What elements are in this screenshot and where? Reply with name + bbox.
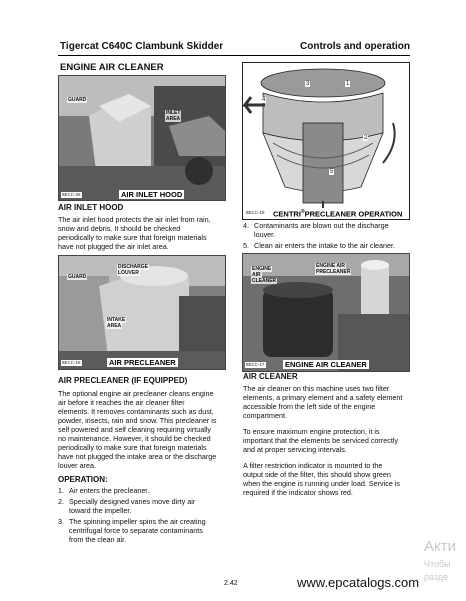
text-line: output side of the filter, this should show green bbox=[243, 470, 391, 479]
text-line: periodically to make sure that foreign materials bbox=[58, 443, 207, 452]
air-cleaner-heading: AIR CLEANER bbox=[243, 372, 298, 381]
text-line: snow and debris. It should be checked bbox=[58, 224, 181, 233]
guard-label: GUARD bbox=[68, 274, 87, 280]
step-text: Clean air enters the intake to the air cleaner. bbox=[254, 241, 396, 250]
operation-steps-continued bbox=[243, 221, 418, 252]
text-line: have not plugged the intake area or the discharge bbox=[58, 452, 217, 461]
text-line: powder, insects, rain and snow. This precleaner is bbox=[58, 416, 217, 425]
text-line: and at proper servicing intervals. bbox=[243, 445, 347, 454]
guard-label: GUARD bbox=[68, 97, 87, 103]
text-line: self powered and self cleaning requiring virtually bbox=[58, 425, 212, 434]
step-text: Contaminants are blown out the discharge bbox=[254, 221, 389, 230]
text-line: elements, a primary element and a safety element bbox=[243, 393, 403, 402]
figure-caption: ENGINE AIR CLEANER bbox=[285, 360, 367, 369]
air-precleaner-illustration bbox=[59, 256, 225, 369]
figure-number: 8ECC-19 bbox=[246, 210, 265, 215]
section-header: Controls and operation bbox=[300, 41, 410, 52]
activation-watermark-title: Акти bbox=[424, 538, 456, 555]
text-line: A filter restriction indicator is mounted to the bbox=[243, 461, 383, 470]
operation-heading: OPERATION: bbox=[58, 475, 108, 484]
registered-mark: ® bbox=[300, 209, 305, 215]
step-number: 2. bbox=[58, 497, 64, 506]
air-precleaner-heading: AIR PRECLEANER (IF EQUIPPED) bbox=[58, 376, 188, 385]
intake-label: INTAKE bbox=[107, 317, 126, 323]
text-line: The air cleaner on this machine uses two filter bbox=[243, 384, 390, 393]
text-line: periodically to make sure that foreign materials bbox=[58, 233, 207, 242]
step-item bbox=[243, 221, 418, 239]
callout-2: 2 bbox=[364, 135, 368, 141]
engine-air-label: ENGINE AIR bbox=[316, 263, 345, 269]
precleaner-cutaway-illustration bbox=[243, 63, 409, 219]
step-item bbox=[58, 486, 233, 495]
text-line: compartment. bbox=[243, 411, 287, 420]
step-item bbox=[243, 241, 418, 250]
header-rule bbox=[58, 55, 410, 56]
step-text: centrifugal force to separate contaminants bbox=[69, 526, 203, 535]
air-cleaner-paragraph-1 bbox=[243, 384, 402, 420]
text-line: The optional engine air precleaner cleans engine bbox=[58, 389, 214, 398]
callout-4: 4 bbox=[262, 97, 266, 103]
air-precleaner-text bbox=[58, 389, 216, 470]
engine-air-cleaner-photo bbox=[242, 253, 410, 372]
text-line: required if the indicator shows red. bbox=[243, 488, 353, 497]
air-cleaner-paragraph-2 bbox=[243, 427, 398, 454]
callout-5: 5 bbox=[330, 169, 334, 175]
activation-watermark-line: разде bbox=[424, 572, 449, 582]
callout-1: 1 bbox=[346, 81, 350, 87]
louver-label: LOUVER bbox=[118, 270, 139, 276]
precleaner-operation-diagram bbox=[242, 62, 410, 220]
step-item bbox=[58, 497, 233, 515]
figure-caption: AIR PRECLEANER bbox=[109, 358, 176, 367]
air-precleaner-photo bbox=[58, 255, 226, 370]
text-line: louver area. bbox=[58, 461, 96, 470]
cleaner-label: CLEANER bbox=[252, 278, 277, 284]
precleaner-label: PRECLEANER bbox=[316, 269, 351, 275]
step-text: from the clean air. bbox=[69, 535, 127, 544]
step-text: The spinning impeller spins the air creating bbox=[69, 517, 206, 526]
caption-text-rest: PRECLEANER OPERATION bbox=[304, 209, 403, 219]
text-line: To ensure maximum engine protection, it is bbox=[243, 427, 380, 436]
text-line: when the engine is running under load. Service is bbox=[243, 479, 401, 488]
activation-watermark-line: Чтобы bbox=[424, 559, 451, 569]
air-cleaner-paragraph-3 bbox=[243, 461, 400, 497]
text-line: important that the elements be serviced correctly bbox=[243, 436, 399, 445]
text-line: have not plugged the air inlet area. bbox=[58, 242, 169, 251]
figure-number: 8ECC-26 bbox=[62, 192, 81, 197]
figure-caption bbox=[271, 208, 404, 219]
discharge-label: DISCHARGE bbox=[118, 264, 149, 270]
air-inlet-hood-photo bbox=[58, 75, 226, 201]
step-number: 4. bbox=[243, 221, 249, 230]
area-label: AREA bbox=[107, 323, 122, 329]
figure-number: 8ECC-16 bbox=[62, 360, 81, 365]
text-line: air before it reaches the air cleaner filter bbox=[58, 398, 185, 407]
text-line: elements. It removes contaminants such as dust, bbox=[58, 407, 214, 416]
figure-caption: AIR INLET HOOD bbox=[121, 190, 183, 199]
step-item bbox=[58, 517, 233, 544]
step-number: 1. bbox=[58, 486, 64, 495]
air-inlet-hood-heading: AIR INLET HOOD bbox=[58, 203, 124, 212]
step-text: louver. bbox=[254, 230, 276, 239]
section-title: ENGINE AIR CLEANER bbox=[60, 62, 164, 73]
engine-label: ENGINE bbox=[252, 266, 272, 272]
step-number: 5. bbox=[243, 241, 249, 250]
step-text: Air enters the precleaner. bbox=[69, 486, 150, 495]
step-number: 3. bbox=[58, 517, 64, 526]
air-label: AIR bbox=[252, 272, 261, 278]
figure-number: 8ECC-17 bbox=[246, 362, 265, 367]
website-link[interactable]: www.epcatalogs.com bbox=[297, 575, 420, 590]
callout-3: 3 bbox=[306, 81, 310, 87]
page-number: 2.42 bbox=[224, 580, 238, 587]
inlet-label: INLET bbox=[166, 110, 181, 116]
text-line: accessible from the left side of the engine bbox=[243, 402, 376, 411]
area-label: AREA bbox=[166, 116, 181, 122]
air-inlet-hood-illustration bbox=[59, 76, 225, 200]
text-line: The air inlet hood protects the air inlet from rain, bbox=[58, 215, 211, 224]
caption-text: CENTRI bbox=[273, 209, 301, 219]
doc-title: Tigercat C640C Clambunk Skidder bbox=[60, 41, 224, 52]
step-text: toward the impeller. bbox=[69, 506, 132, 515]
air-inlet-hood-text bbox=[58, 215, 211, 251]
operation-steps bbox=[58, 486, 233, 546]
text-line: no maintenance. However, it should be checked bbox=[58, 434, 211, 443]
step-text: Specially designed vanes move dirty air bbox=[69, 497, 196, 506]
